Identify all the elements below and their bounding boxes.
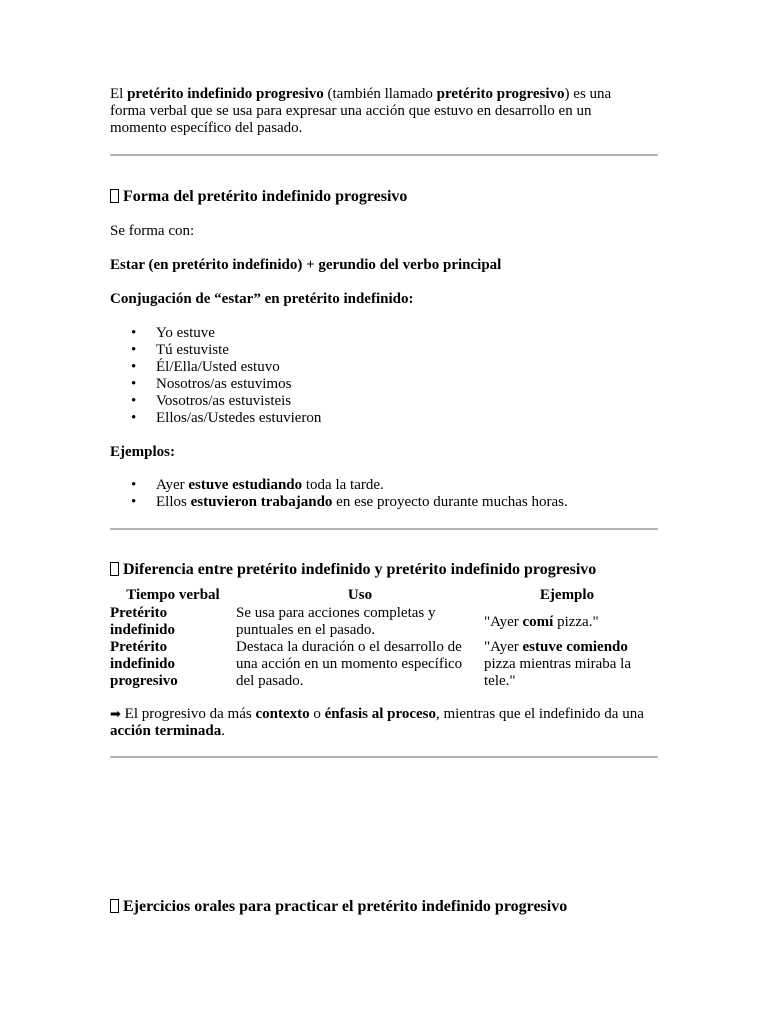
intro-bold-term: pretérito indefinido progresivo [127,86,324,102]
examples-heading: Ejemplos: [110,444,175,460]
comparison-table [110,587,650,690]
section-forma-title: Forma del pretérito indefinido progresivo [123,188,408,205]
list-item: • Ellos estuvieron trabajando en ese proyecto durante muchas horas. [156,494,658,511]
table-row [110,639,650,690]
missing-emoji-icon [110,562,119,576]
table-header: Tiempo verbal [126,587,220,603]
table-header: Ejemplo [539,587,595,603]
list-item: • Él/Ella/Usted estuvo [156,359,658,376]
table-cell-tense: Pretérito indefinido [110,605,176,638]
missing-emoji-icon [110,899,119,913]
intro-text: (también llamado [323,86,437,102]
divider [110,756,658,758]
right-arrow-icon: ➡ [110,707,121,722]
se-forma-text: Se forma con: [110,223,195,239]
table-header: Uso [347,587,373,603]
table-header-row [110,587,650,605]
table-cell-example: "Ayer comí pizza." [484,613,599,630]
intro-text: El [110,86,128,102]
missing-emoji-icon [110,189,119,203]
list-item: • Ayer estuve estudiando toda la tarde. [156,477,658,494]
table-row [110,605,650,639]
table-cell-use: Destaca la duración o el desarrollo de una acción en un momento específico del pasado. [236,639,463,689]
list-item: • Vosotros/as estuvisteis [156,393,658,410]
list-item: • Yo estuve [156,325,658,342]
intro-paragraph [110,86,650,137]
section-forma-heading [110,187,658,207]
section-diferencia-heading [110,560,658,580]
table-cell-use: Se usa para acciones completas y puntuales en el pasado. [236,605,436,638]
conjugation-heading: Conjugación de “estar” en pretérito indefinido: [110,291,414,307]
section-ejercicios-title: Ejercicios orales para practicar el pretérito indefinido progresivo [123,898,568,915]
note-paragraph: ➡ El progresivo da más contexto o énfasis al proceso, mientras que el indefinido da una acción terminada. [110,706,644,739]
examples-list [110,477,658,511]
list-item: • Nosotros/as estuvimos [156,376,658,393]
intro-text: ) es una forma verbal que se usa para expresar una acción que estuvo en desarrollo en un momento específico del pasado. [110,86,612,136]
document-page [110,86,658,917]
section-diferencia-title: Diferencia entre pretérito indefinido y pretérito indefinido progresivo [123,561,597,578]
conjugation-list [110,325,658,427]
intro-bold-alias: pretérito progresivo [436,86,565,102]
divider [110,528,658,530]
section-ejercicios-heading [110,897,658,917]
list-item: • Ellos/as/Ustedes estuvieron [156,410,658,427]
list-item: • Tú estuviste [156,342,658,359]
divider [110,154,658,156]
table-cell-tense: Pretérito indefinido progresivo [110,639,178,689]
table-cell-example: "Ayer estuve comiendo pizza mientras miraba la tele." [484,639,632,689]
formula-text: Estar (en pretérito indefinido) + gerundio del verbo principal [110,257,502,273]
